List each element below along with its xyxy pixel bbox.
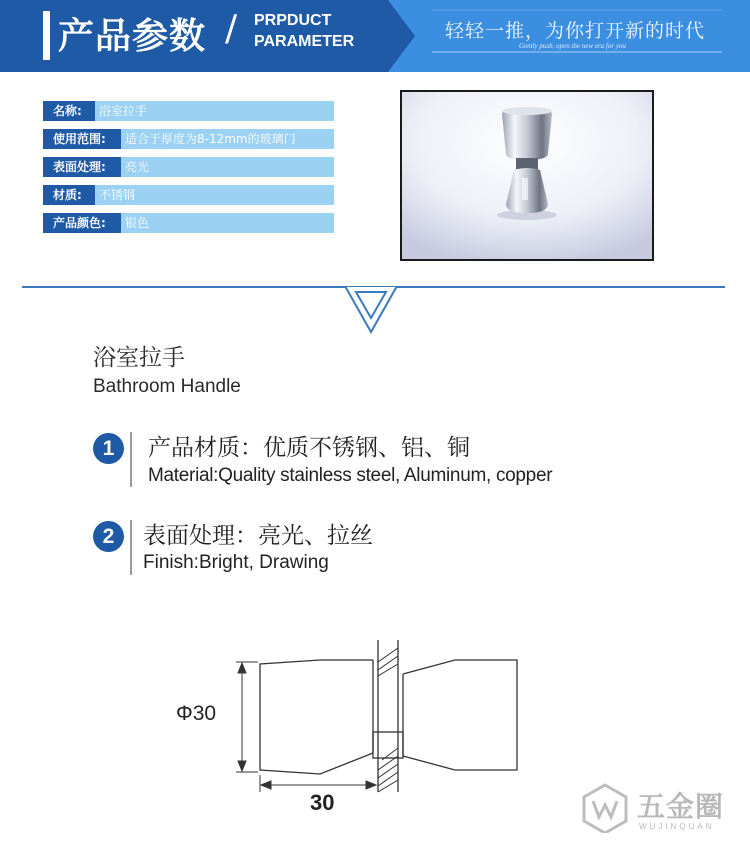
param-label: 材质: xyxy=(43,185,95,205)
feature-bar xyxy=(130,520,132,575)
param-label: 使用范围: xyxy=(43,129,121,149)
divider-triangle-icon xyxy=(343,286,399,334)
header-slash: / xyxy=(225,8,238,49)
param-label: 产品颜色: xyxy=(43,213,121,233)
header-en-line2: PARAMETER xyxy=(254,33,355,50)
dimension-width: 30 xyxy=(310,790,335,815)
product-photo xyxy=(400,90,654,261)
technical-drawing xyxy=(160,630,540,830)
product-name-en: Bathroom Handle xyxy=(93,376,241,397)
param-label: 表面处理: xyxy=(43,157,121,177)
feature-1-cn: 产品材质：优质不锈钢、铝、铜 xyxy=(148,435,470,461)
dimension-diameter: Φ30 xyxy=(176,702,217,725)
param-value: 浴室拉手 xyxy=(95,101,334,121)
header-banner xyxy=(0,0,750,72)
header-en-line1: PRPDUCT xyxy=(254,12,332,29)
param-value: 不锈钢 xyxy=(95,185,334,205)
header-slogan: 轻轻一推，为你打开新的时代 xyxy=(445,20,706,42)
param-value: 银色 xyxy=(121,213,334,233)
watermark-sub: WUJINQUAN xyxy=(639,822,715,831)
feature-number-1: 1 xyxy=(93,433,124,464)
watermark-logo-icon xyxy=(580,783,630,833)
header-title: 产品参数 xyxy=(58,16,207,57)
feature-bar xyxy=(130,432,132,487)
watermark-text: 五金圈 xyxy=(637,790,725,823)
header-accent-bar xyxy=(43,11,50,60)
feature-2-en: Finish:Bright, Drawing xyxy=(143,552,329,573)
param-value: 适合于厚度为8-12mm的玻璃门 xyxy=(121,129,334,149)
feature-number-2: 2 xyxy=(93,521,124,552)
header-slogan-sub: Gently push, open the new era for you xyxy=(519,42,626,50)
product-name-cn: 浴室拉手 xyxy=(93,345,185,371)
param-value: 亮光 xyxy=(121,157,334,177)
param-label: 名称: xyxy=(43,101,95,121)
feature-2-cn: 表面处理：亮光、拉丝 xyxy=(143,523,373,549)
feature-1-en: Material:Quality stainless steel, Aluminum, copper xyxy=(148,465,553,486)
